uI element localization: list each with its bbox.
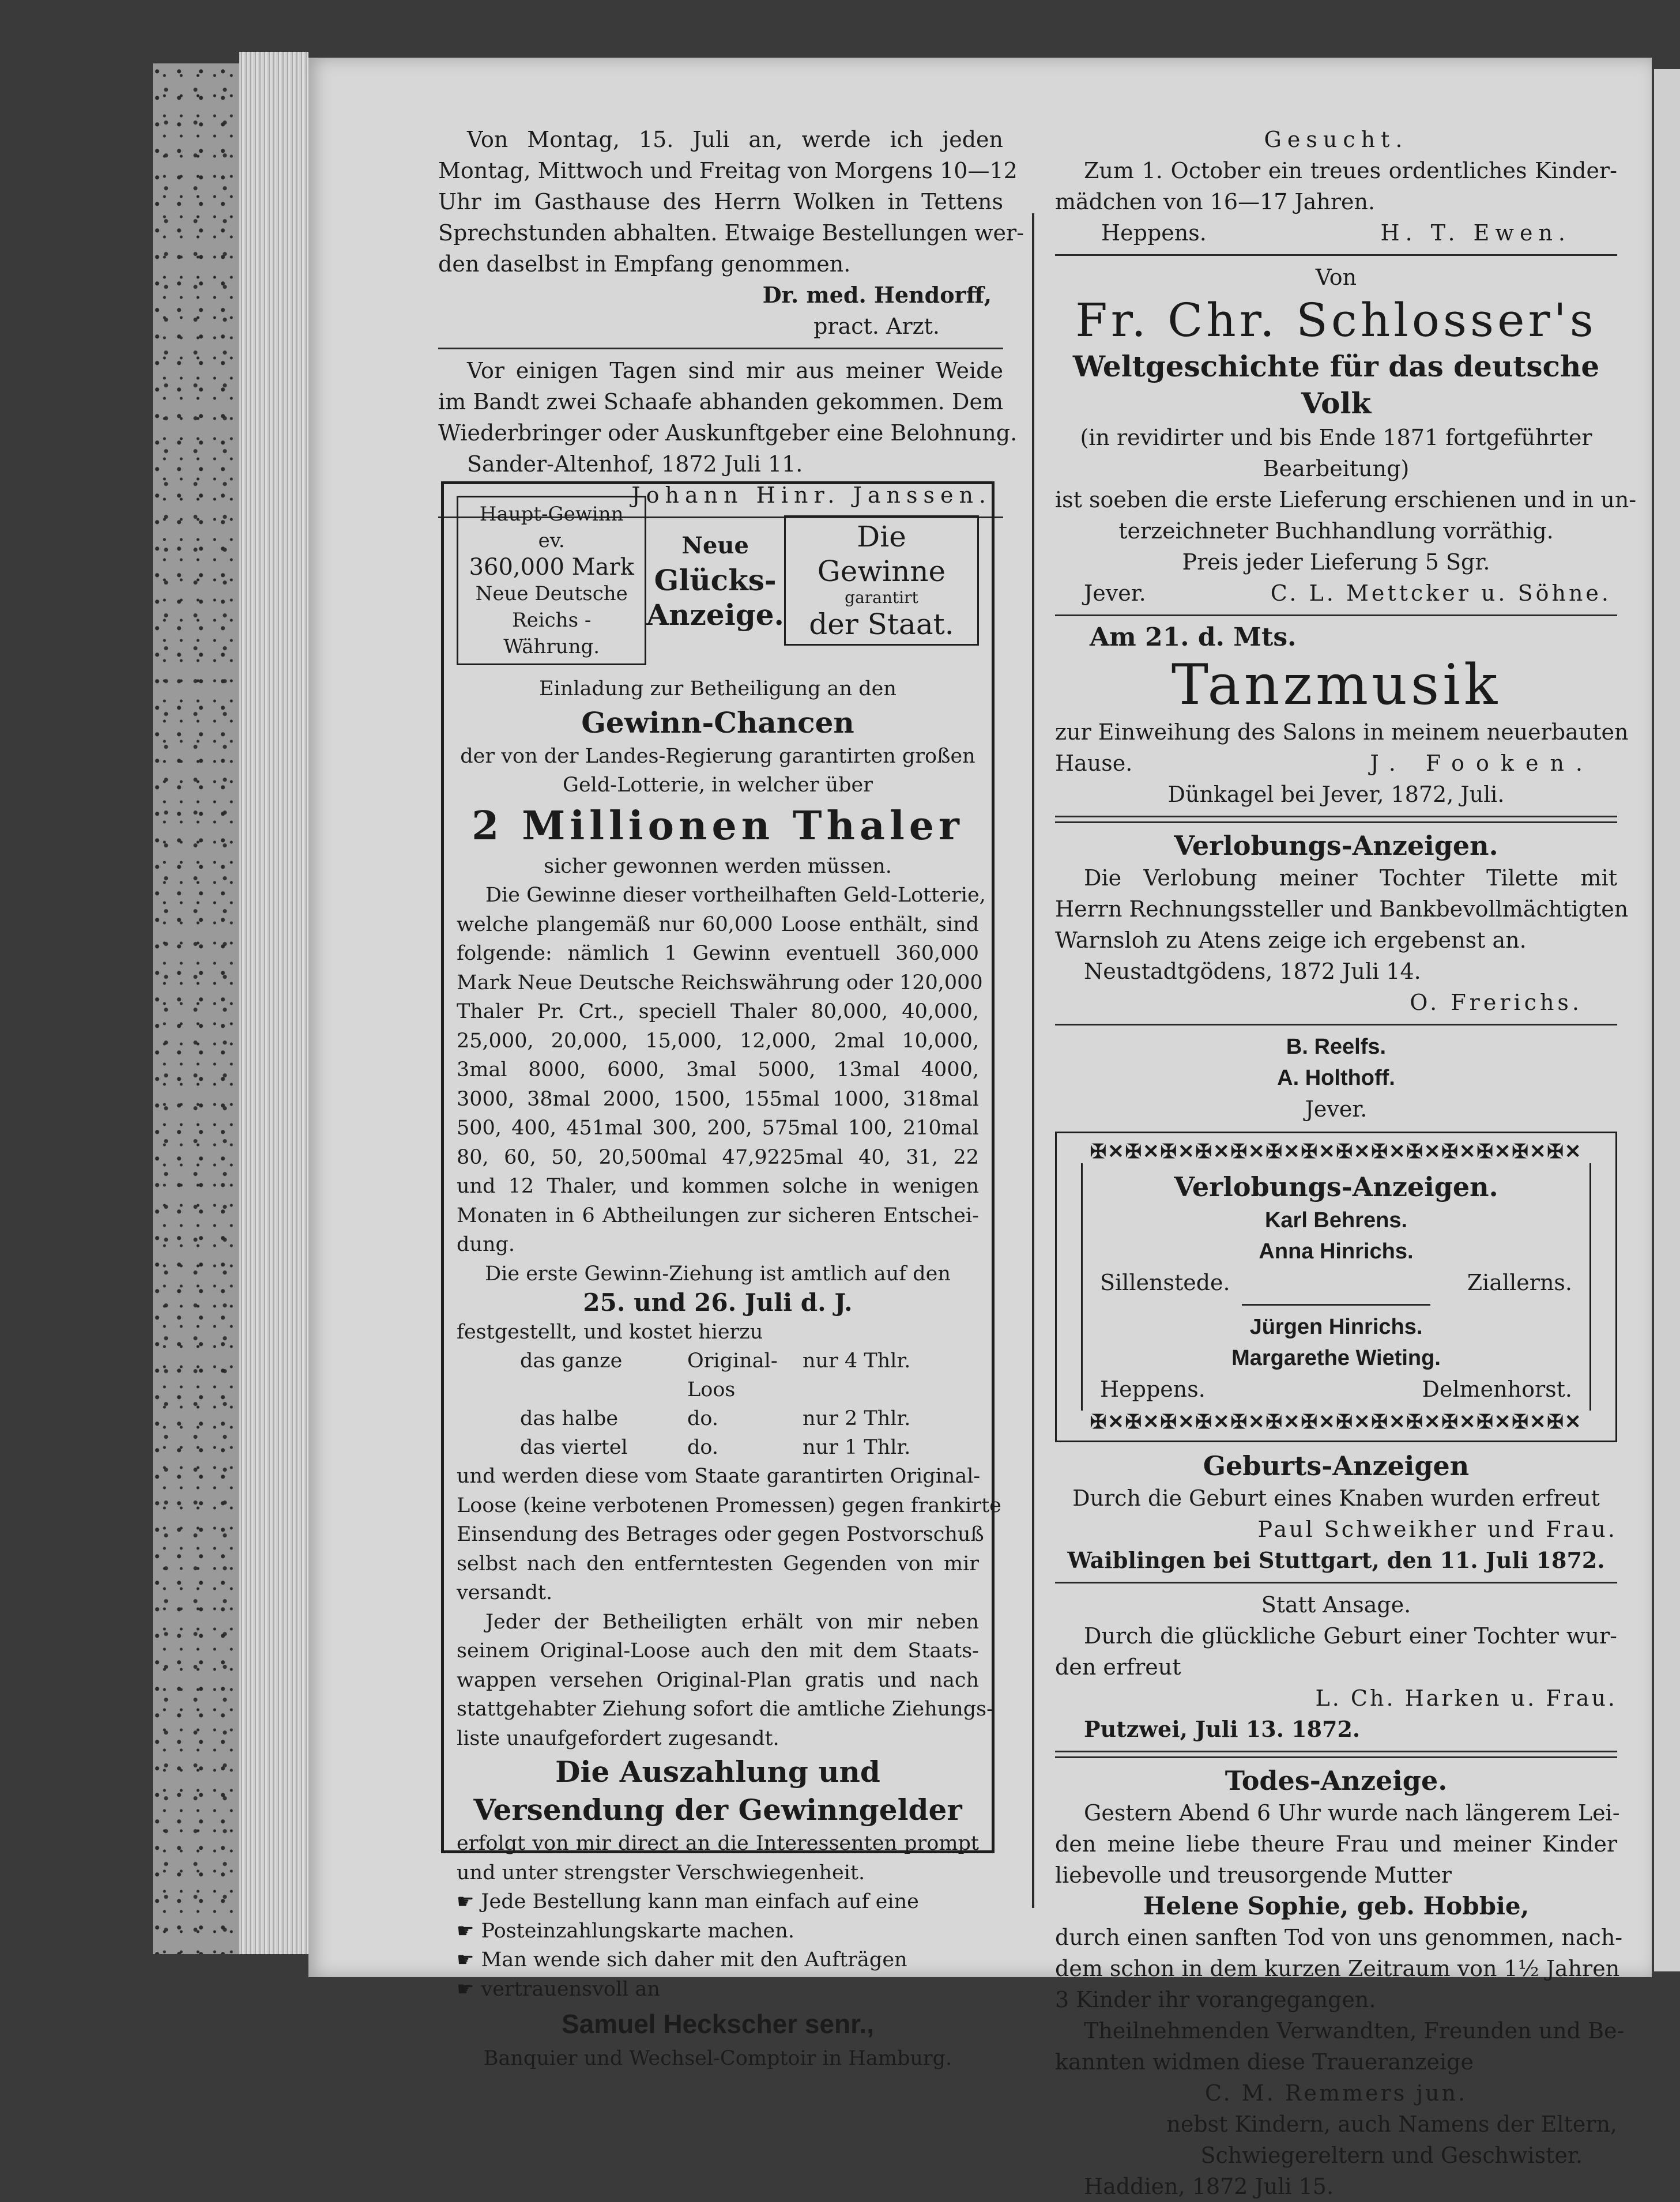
place: Ziallerns. (1467, 1270, 1572, 1295)
price-label: das halbe (520, 1407, 619, 1430)
place: Sillenstede. (1100, 1270, 1230, 1295)
place-row (1100, 1267, 1572, 1298)
text-line: versandt. (457, 1581, 553, 1604)
place-row (1100, 1374, 1572, 1405)
signature-row (1055, 578, 1617, 609)
text-line: Zum 1. October ein treues ordentliches Kinder- (1084, 158, 1617, 183)
text-line: Die Gewinne dieser vortheilhaften Geld-Lotterie, (485, 884, 986, 907)
pointing-hand-icon: ☛ (457, 1948, 474, 1971)
price-value: nur 2 Thlr. (803, 1407, 911, 1430)
box-line: Neue Deutsche (475, 582, 628, 605)
signature-row (1055, 217, 1617, 248)
hand-line (457, 1917, 979, 1946)
signature-name: Dr. med. Hendorff, (762, 282, 992, 308)
column-divider (1032, 213, 1034, 1908)
headline: Gewinn-Chancen (581, 705, 854, 740)
text-line: Monaten in 6 Abtheilungen zur sicheren Entschei- (457, 1204, 979, 1227)
text-line: den erfreut (1055, 1654, 1181, 1680)
ornament-border-bottom: ✠✕✠✕✠✕✠✕✠✕✠✕✠✕✠✕✠✕✠✕✠✕✠✕✠✕✠✕ (1090, 1411, 1583, 1434)
text-line: im Bandt zwei Schaafe abhanden gekommen. Dem (438, 389, 1003, 414)
person-name: Jürgen Hinrichs. (1249, 1315, 1423, 1339)
text-line: liebevolle und treusorgende Mutter (1055, 1862, 1452, 1888)
text-line: sicher gewonnen werden müssen. (544, 854, 892, 878)
text-line: welche plangemäß nur 60,000 Loose enthält, sind (457, 913, 979, 936)
place: Heppens. (1100, 1377, 1206, 1402)
text-line: folgende: nämlich 1 Gewinn eventuell 360,000 (457, 942, 979, 965)
text-line: Durch die glückliche Geburt einer Tochter wur- (1084, 1623, 1617, 1649)
lottery-title (646, 529, 784, 632)
place-date: Sander-Altenhof, 1872 Juli 11. (467, 451, 803, 477)
text-line: Jede Bestellung kann man einfach auf eine (481, 1890, 919, 1913)
place: Jever. (1084, 580, 1146, 606)
signature-name: Paul Schweikher und Frau. (1257, 1517, 1617, 1542)
text-line: Schwiegereltern und Geschwister. (1200, 2143, 1583, 2168)
lottery-advertisement (441, 481, 1001, 2070)
price-row (457, 1404, 979, 1433)
divider (438, 348, 1003, 349)
text-line: stattgehabter Ziehung sofort die amtliche Ziehungs- (457, 1698, 993, 1721)
text-line: liste unaufgefordert zugesandt. (457, 1726, 779, 1750)
place: Delmenhorst. (1422, 1377, 1572, 1402)
engagement-inner (1081, 1163, 1591, 1411)
book-advertisement (1055, 262, 1637, 609)
text-line: Hause. (1055, 751, 1133, 776)
main-prize-box (457, 496, 646, 665)
text-line: 500, 400, 451mal 300, 200, 575mal 100, 210mal (457, 1117, 979, 1140)
divider (1055, 816, 1617, 823)
place-date: Putzwei, Juli 13. 1872. (1084, 1716, 1361, 1742)
place-date: Waiblingen bei Stuttgart, den 11. Juli 1872. (1067, 1547, 1605, 1573)
engagement-notice (1055, 829, 1629, 1018)
signature-name: Johann Hinr. Janssen. (631, 482, 992, 508)
draw-date: 25. und 26. Juli d. J. (583, 1288, 853, 1317)
headline: 2 Millionen Thaler (472, 802, 964, 849)
text-line: Montag, Mittwoch und Freitag von Morgens 10—12 (438, 158, 1018, 183)
signature-name: C. L. Mettcker u. Söhne. (1270, 580, 1611, 606)
place: Jever. (1305, 1096, 1368, 1122)
text-line: Statt Ansage. (1261, 1592, 1411, 1617)
text-line: Sprechstunden abhalten. Etwaige Bestellungen wer- (438, 220, 1024, 246)
text-line: 25,000, 20,000, 15,000, 12,000, 2mal 10,000, (457, 1029, 979, 1053)
place: Heppens. (1101, 220, 1207, 246)
headline: Versendung der Gewinngelder (473, 1793, 962, 1827)
text-line: Banquier und Wechsel-Comptoir in Hamburg. (483, 2047, 952, 2070)
text-line: nebst Kindern, auch Namens der Eltern, (1166, 2111, 1617, 2137)
text-line: Herrn Rechnungssteller und Bankbevollmächtigten (1055, 896, 1629, 922)
divider (1055, 1582, 1617, 1583)
text-line: vertrauensvoll an (481, 1977, 660, 2001)
event-title: Tanzmusik (1171, 653, 1501, 717)
text-line: festgestellt, und kostet hierzu (457, 1320, 763, 1344)
text-line: Von Montag, 15. Juli an, werde ich jeden (467, 127, 1003, 152)
text-line: Vor einigen Tagen sind mir aus meiner Weide (467, 358, 1003, 383)
place-date: Dünkagel bei Jever, 1872, Juli. (1167, 782, 1505, 807)
person-name: Karl Behrens. (1264, 1208, 1408, 1232)
price-type: Original-Loos (687, 1349, 778, 1401)
notice-title: Verlobungs-Anzeigen. (1174, 1171, 1498, 1202)
headline: Die Auszahlung und (555, 1755, 880, 1789)
text-line: Mark Neue Deutsche Reichswährung oder 120,000 (457, 971, 983, 994)
person-name: Anna Hinrichs. (1259, 1239, 1414, 1264)
notice-title: Geburts-Anzeigen (1203, 1450, 1470, 1481)
divider (1242, 1304, 1431, 1306)
text-line: ist soeben die erste Lieferung erschienen und in un- (1055, 487, 1637, 512)
text-line: Jeder der Betheiligten erhält von mir neben (485, 1610, 979, 1634)
text-line: Die erste Gewinn-Ziehung ist amtlich auf den (485, 1262, 951, 1285)
pointing-hand-icon: ☛ (457, 1919, 474, 1943)
text-line: seinem Original-Loose auch den mit dem Staats- (457, 1639, 979, 1662)
box-line: Haupt-Gewinn ev. (479, 503, 624, 552)
right-column (1055, 124, 1637, 2202)
price-value: nur 4 Thlr. (803, 1349, 911, 1373)
signature-name: C. M. Remmers jun. (1204, 2080, 1468, 2106)
text-line: durch einen sanften Tod von uns genommen, nach- (1055, 1925, 1623, 1950)
text-line: Einladung zur Betheiligung an den (539, 677, 896, 700)
text-line: Loose (keine verbotenen Promessen) gegen frankirte (457, 1494, 1001, 1517)
text-line: 80, 60, 50, 20,500mal 47,9225mal 40, 31, 22 (457, 1145, 979, 1169)
notice-title: Todes-Anzeige. (1225, 1765, 1448, 1796)
text-line: mädchen von 16—17 Jahren. (1055, 189, 1376, 214)
text-line: und unter strengster Verschwiegenheit. (457, 1861, 865, 1884)
signature-name: H. T. Ewen. (1380, 220, 1571, 246)
text-line: Thaler Pr. Crt., speciell Thaler 80,000, 40,000, (457, 1000, 979, 1023)
wanted-notice (1055, 124, 1617, 248)
pointing-hand-icon: ☛ (457, 1890, 474, 1913)
doctor-notice (438, 124, 1024, 342)
signature-name: L. Ch. Harken u. Frau. (1315, 1686, 1617, 1711)
box-line: der Staat. (809, 608, 954, 641)
signature-name: J. Fooken. (1370, 751, 1594, 776)
text-line: Wiederbringer oder Auskunftgeber eine Belohnung. (438, 420, 1018, 446)
pointing-hand-icon: ☛ (457, 1977, 474, 2001)
page-edges (239, 52, 308, 1954)
text-line: dung. (457, 1233, 515, 1256)
divider (1055, 1751, 1617, 1758)
text-line: den meine liebe theure Frau und meiner Kinder (1055, 1831, 1617, 1857)
text-line: Von (1315, 265, 1357, 290)
text-line: Durch die Geburt eines Knaben wurden erfreut (1072, 1485, 1600, 1511)
couple-notice (1055, 1031, 1617, 1125)
hand-line (457, 1975, 979, 2004)
left-column (438, 124, 1024, 524)
box-line: garantirt (845, 588, 918, 607)
text-line: Man wende sich daher mit den Aufträgen (481, 1948, 907, 1971)
price-row (457, 1347, 979, 1404)
text-line: terzeichneter Buchhandlung vorräthig. (1118, 518, 1554, 544)
text-line: 3mal 8000, 6000, 3mal 5000, 13mal 4000, (457, 1058, 979, 1081)
hand-line (457, 1945, 979, 1975)
dance-advertisement (1055, 622, 1629, 810)
engagement-ornament-box (1055, 1132, 1617, 1442)
text-line: Warnsloh zu Atens zeige ich ergebenst an. (1055, 927, 1527, 953)
place-date: Neustadtgödens, 1872 Juli 14. (1084, 959, 1421, 984)
text-line: und werden diese vom Staate garantirten Original- (457, 1465, 981, 1488)
price-line: Preis jeder Lieferung 5 Sgr. (1182, 549, 1490, 575)
text-line: 3 Kinder ihr vorangegangen. (1055, 1987, 1376, 2012)
text-line: erfolgt von mir direct an die Interessenten prompt (457, 1832, 979, 1855)
text-line: selbst nach den entferntesten Gegenden von mir (457, 1552, 979, 1575)
book-spine (153, 63, 239, 1954)
divider (1055, 254, 1617, 256)
book-title: Weltgeschichte für das deutsche Volk (1072, 349, 1600, 420)
box-line: 360,000 Mark (469, 554, 634, 580)
box-line: Die Gewinne (817, 520, 946, 588)
text-line: Einsendung des Betrages oder gegen Postvorschuß (457, 1523, 984, 1546)
text-line: Theilnehmenden Verwandten, Freunden und Be- (1084, 2018, 1625, 2043)
divider (1055, 614, 1617, 616)
text-line: Uhr im Gasthause des Herrn Wolken in Tettens (438, 189, 1003, 214)
title-line: Neue (681, 532, 749, 559)
notice-title: Verlobungs-Anzeigen. (1174, 830, 1498, 861)
text-line: (in revidirter und bis Ende 1871 fortgeführter (1080, 425, 1592, 450)
next-page-edge (1654, 69, 1680, 1971)
signature-name: O. Frerichs. (1410, 990, 1583, 1015)
text-line: und 12 Thaler, und kommen solche in wenigen (457, 1175, 979, 1198)
birth-notices (1055, 1449, 1617, 1745)
price-value: nur 1 Thlr. (803, 1436, 911, 1459)
text-line: Gestern Abend 6 Uhr wurde nach längerem Lei- (1084, 1800, 1620, 1826)
text-line: kannten widmen diese Traueranzeige (1055, 2049, 1474, 2075)
text-line: Geld-Lotterie, in welcher über (563, 774, 873, 797)
guarantee-box (784, 515, 979, 646)
signature-title: pract. Arzt. (813, 314, 940, 339)
place-date: Haddien, 1872 Juli 15. (1084, 2174, 1334, 2199)
box-line: Reichs - Währung. (503, 609, 600, 658)
title-line: Anzeige. (646, 598, 784, 632)
death-notice (1055, 1764, 1625, 2202)
signature-row (1055, 748, 1617, 779)
deceased-name: Helene Sophie, geb. Hobbie, (1143, 1892, 1530, 1920)
price-label: das ganze (520, 1349, 623, 1373)
price-label: das viertel (520, 1436, 628, 1459)
text-line: Die Verlobung meiner Tochter Tilette mit (1084, 865, 1617, 891)
ornament-border-top: ✠✕✠✕✠✕✠✕✠✕✠✕✠✕✠✕✠✕✠✕✠✕✠✕✠✕✠✕ (1090, 1140, 1583, 1163)
text-line: wappen versehen Original-Plan gratis und nach (457, 1668, 979, 1692)
event-date: Am 21. d. Mts. (1090, 623, 1297, 652)
price-type: do. (687, 1436, 718, 1459)
author-headline: Fr. Chr. Schlosser's (1075, 293, 1597, 347)
person-name: Margarethe Wieting. (1231, 1346, 1441, 1370)
divider (1055, 1024, 1617, 1025)
text-line: 3000, 38mal 2000, 1500, 155mal 1000, 318mal (457, 1087, 979, 1111)
person-name: B. Reelfs. (1286, 1035, 1387, 1059)
text-line: zur Einweihung des Salons in meinem neuerbauten (1055, 719, 1629, 745)
text-line: dem schon in dem kurzen Zeitraum von 1½ Jahren (1055, 1956, 1620, 1981)
text-line: den daselbst in Empfang genommen. (438, 251, 851, 277)
person-name: A. Holthoff. (1277, 1066, 1395, 1090)
text-line: Bearbeitung) (1263, 456, 1410, 481)
text-line: Posteinzahlungskarte machen. (481, 1919, 794, 1943)
price-type: do. (687, 1407, 718, 1430)
lottery-header (457, 496, 979, 665)
title-line: Glücks- (654, 563, 777, 597)
price-row (457, 1433, 979, 1462)
text-line: der von der Landes-Regierung garantirten großen (460, 744, 975, 768)
banker-name: Samuel Heckscher senr., (561, 2009, 875, 2039)
notice-title: Gesucht. (1264, 127, 1408, 152)
hand-line (457, 1887, 979, 1917)
